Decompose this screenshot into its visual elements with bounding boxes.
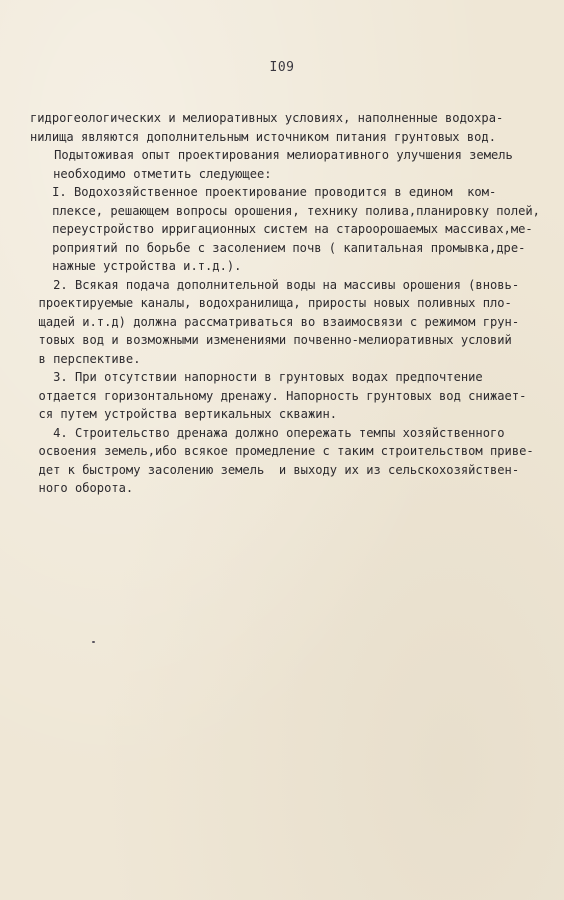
text-line: I. Водохозяйственное проектирование проводится в едином ком- xyxy=(23,185,497,199)
text-line: в перспективе. xyxy=(24,351,141,366)
text-line: 4. Строительство дренажа должно опережать темпы хозяйственного xyxy=(24,425,505,440)
text-line: необходимо отметить следующее: xyxy=(24,166,272,181)
text-line: роприятий по борьбе с засолением почв ( капитальная промывка,дре- xyxy=(23,240,526,255)
text-line: нажные устройства и.т.д.). xyxy=(23,259,242,273)
text-line: 3. При отсутствии напорности в грунтовых водах предпочтение xyxy=(24,370,483,384)
text-line: освоения земель,ибо всякое промедление с таким строительством приве- xyxy=(24,444,534,458)
body-text xyxy=(23,109,540,498)
text-line: дет к быстрому засолению земель и выходу их из сельскохозяйствен- xyxy=(24,462,520,477)
text-line: отдается горизонтальному дренажу. Напорность грунтовых вод снижает- xyxy=(24,388,527,403)
text-line: 2. Всякая подача дополнительной воды на массивы орошения (вновь- xyxy=(24,277,520,292)
text-line: проектируемые каналы, водохранилища, приросты новых поливных пло- xyxy=(24,296,512,310)
text-line: плексе, решающем вопросы орошения, технику полива,планировку полей, xyxy=(23,203,540,218)
text-line: Подытоживая опыт проектирования мелиоративного улучшения земель xyxy=(25,148,513,162)
text-line: ся путем устройства вертикальных скважин. xyxy=(24,407,338,421)
text-line: переустройство ирригационных систем на староорошаемых массивах,ме- xyxy=(23,222,533,236)
text-line: щадей и.т.д) должна рассматриваться во взаимосвязи с режимом грун- xyxy=(24,314,520,329)
text-line: ного оборота. xyxy=(24,481,134,495)
text-line: нилища являются дополнительным источником питания грунтовых вод. xyxy=(30,129,496,144)
text-line: товых вод и возможными изменениями почвенно-мелиоративных условий xyxy=(24,333,512,347)
ink-speck xyxy=(92,641,95,643)
text-line: гидрогеологических и мелиоративных условиях, наполненные водохра- xyxy=(30,111,504,125)
page-number: I09 xyxy=(269,60,295,75)
